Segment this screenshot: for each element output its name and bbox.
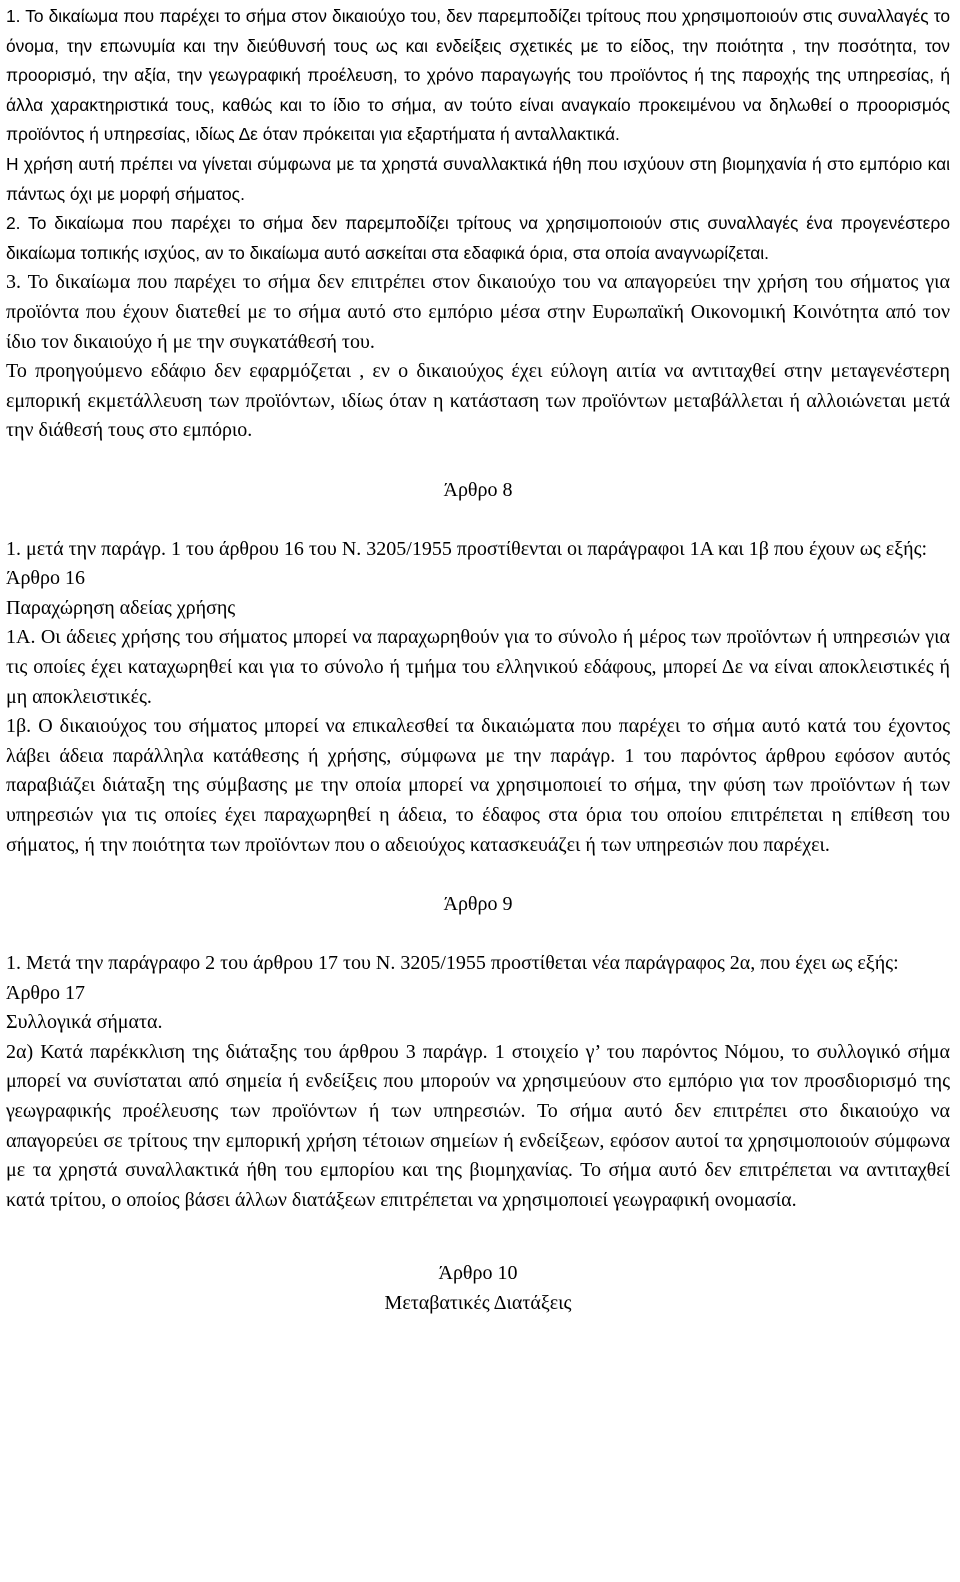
article-16-label: Άρθρο 16 — [6, 567, 85, 590]
article-16-title: Παραχώρηση αδείας χρήσης — [6, 596, 236, 619]
paragraph-2: 2. Το δικαίωμα που παρέχει το σήμα δεν παρεμποδίζει τρίτους να χρησιμοποιούν στις συναλλαγές ένα προγενέστερο δικαίωμα τοπικής ισχύος, αν το δικαίωμα αυτό ασκείται στα εδαφικά όρια, στα οποία αναγνωρίζεται. — [6, 213, 950, 263]
document-page — [6, 2, 950, 1318]
paragraph-previous-clause: Το προηγούμενο εδάφιο δεν εφαρμόζεται , εν ο δικαιούχος έχει εύλογη αιτία να αντιταχθεί στην μεταγενέστερη εμπορική εκμετάλλευση των προϊόντων, ιδίως όταν η κατάσταση των προϊόντων μεταβάλλεται ή αλλοιώνεται μετά την διάθεσή τους στο εμπόριο. — [6, 360, 950, 442]
article-8-intro: 1. μετά την παράγρ. 1 του άρθρου 16 του Ν. 3205/1955 προστίθενται οι παράγραφοι 1Α και 1β που έχουν ως εξής: — [6, 537, 928, 560]
spacer — [6, 505, 950, 535]
paragraph-2a: 2α) Κατά παρέκκλιση της διάταξης του άρθρου 3 παράγρ. 1 στοιχείο γ’ του παρόντος Νόμου, το συλλογικό σήμα μπορεί να συνίσταται από σημεία ή ενδείξεις που μπορούν να χρησιμεύουν στο εμπόριο για τον προσδιορισμό της γεωγραφικής προέλευσης των προϊόντων ή των υπηρεσιών. Το σήμα αυτό δεν επιτρέπει στο δικαιούχο να απαγορεύει σε τρίτους την εμπορική χρήση τέτοιων σημείων ή ενδείξεων, εφόσον αυτοί τα χρησιμοποιούν σύμφωνα με τα χρηστά συναλλακτικά ήθη του εμπορίου και της βιομηχανίας. Το σήμα αυτό δεν επιτρέπεται να αντιταχθεί κατά τρίτου, ο οποίος βάσει άλλων διατάξεων επιτρέπεται να χρησιμοποιεί γεωγραφική ονομασία. — [6, 1040, 950, 1211]
spacer — [6, 1215, 950, 1245]
paragraph-usage: Η χρήση αυτή πρέπει να γίνεται σύμφωνα με τα χρηστά συναλλακτικά ήθη που ισχύουν στη βιομηχανία ή στο εμπόριο και πάντως όχι με μορφή σήματος. — [6, 153, 950, 204]
article-8-heading: Άρθρο 8 — [443, 478, 513, 501]
section-block-2 — [6, 268, 950, 1318]
paragraph-1b: 1β. Ο δικαιούχος του σήματος μπορεί να επικαλεσθεί τα δικαιώματα που παρέχει το σήμα αυτό κατά του έχοντος λάβει άδεια παράλληλα κατάθεσης ή χρήσης, σύμφωνα με την παράγρ. 1 του παρόντος άρθρου εφόσον αυτός παραβιάζει διάταξη της σύμβασης με την οποία μπορεί να χρησιμοποιεί το σήμα, την φύση των προϊόντων ή των υπηρεσιών για τις οποίες έχει παραχωρηθεί η άδεια, το έδαφος στα όρια του οποίου επιτρέπεται η επίθεση του σήματος, ή την ποιότητα των προϊόντων που ο αδειούχος κατασκευάζει ή των υπηρεσιών που παρέχει. — [6, 715, 950, 856]
article-10-title: Μεταβατικές Διατάξεις — [384, 1291, 572, 1314]
article-9-heading: Άρθρο 9 — [443, 892, 513, 915]
article-10-heading: Άρθρο 10 — [438, 1261, 518, 1284]
spacer — [6, 919, 950, 949]
paragraph-1: 1. Το δικαίωμα που παρέχει το σήμα στον δικαιούχο του, δεν παρεμποδίζει τρίτους που χρησιμοποιούν στις συναλλαγές το όνομα, την επωνυμία και την διεύθυνσή τους ως και ενδείξεις σχετικές με το είδος, την ποιότητα , την ποσότητα, τον προορισμό, την αξία, την γεωγραφική προέλευση, το χρόνο παραγωγής του προϊόντος ή της παροχής της υπηρεσίας, ή άλλα χαρακτηριστικά τους, καθώς και το ίδιο το σήμα, αν τούτο είναι αναγκαίο προκειμένου να δηλωθεί ο προορισμός προϊόντος ή υπηρεσίας, ιδίως Δε όταν πρόκειται για εξαρτήματα ή ανταλλακτικά. — [6, 6, 950, 145]
paragraph-1A: 1Α. Οι άδειες χρήσης του σήματος μπορεί να παραχωρηθούν για το σύνολο ή μέρος των προϊόντων ή υπηρεσιών για τις οποίες έχει καταχωρηθεί και για το σύνολο ή τμήμα του ελληνικού εδάφους, μπορεί Δε να είναι αποκλειστικές ή μη αποκλειστικές. — [6, 626, 950, 708]
spacer — [6, 446, 950, 476]
article-17-label: Άρθρο 17 — [6, 981, 85, 1004]
section-block-1 — [6, 2, 950, 268]
article-17-title: Συλλογικά σήματα. — [6, 1011, 163, 1034]
article-9-intro: 1. Μετά την παράγραφο 2 του άρθρου 17 του Ν. 3205/1955 προστίθεται νέα παράγραφος 2α, που έχει ως εξής: — [6, 952, 899, 974]
spacer — [6, 1245, 950, 1259]
paragraph-3: 3. Το δικαίωμα που παρέχει το σήμα δεν επιτρέπει στον δικαιούχο του να απαγορεύει την χρήση του σήματος για προϊόντα που έχουν διατεθεί με το σήμα αυτό στο εμπόριο μέσα στην Ευρωπαϊκή Οικονομική Κοινότητα από τον ίδιο τον δικαιούχο ή με την συγκατάθεσή του. — [6, 271, 950, 353]
spacer — [6, 860, 950, 890]
